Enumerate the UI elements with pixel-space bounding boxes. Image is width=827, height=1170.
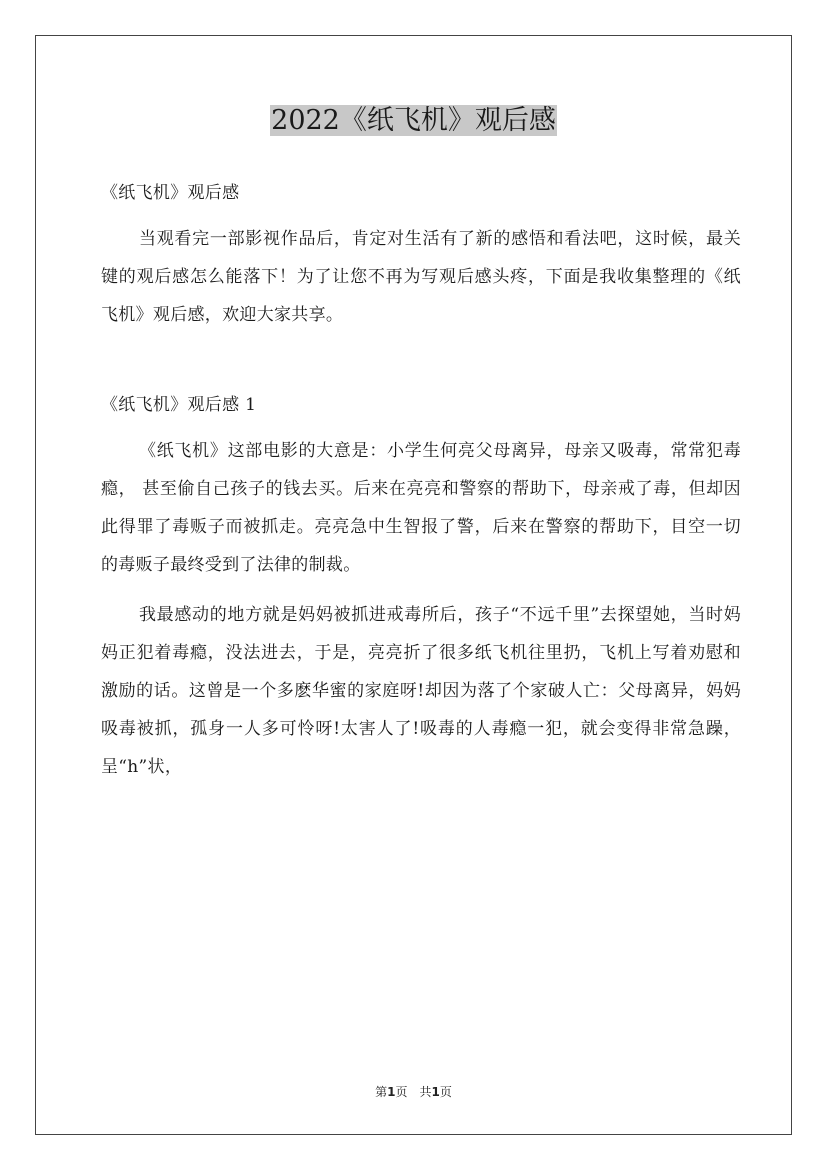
section-heading: 《纸飞机》观后感 1 — [101, 395, 257, 415]
footer-suffix: 页 — [439, 1085, 452, 1099]
document-title — [0, 101, 827, 141]
footer-page-current: 1 — [387, 1085, 396, 1099]
footer-prefix: 第 — [375, 1085, 388, 1099]
section-paragraph-2: 我最感动的地方就是妈妈被抓进戒毒所后，孩子“不远千里”去探望她，当时妈妈正犯着毒瘾，没法进去，于是，亮亮折了很多纸飞机往里扔，飞机上写着劝慰和激励的话。这曾是一个多麽华蜜的家庭呀!却因为落了个家破人亡：父母离异，妈妈吸毒被抓，孤身一人多可怜呀!太害人了!吸毒的人毒瘾一犯，就会变得非常急躁，呈“h”状， — [101, 605, 741, 777]
document-subtitle: 《纸飞机》观后感 — [101, 183, 240, 203]
footer-page-total: 1 — [431, 1085, 440, 1099]
document-body — [101, 174, 741, 786]
section-paragraph-1: 《纸飞机》这部电影的大意是：小学生何亮父母离异，母亲又吸毒，常常犯毒瘾， 甚至偷自己孩子的钱去买。后来在亮亮和警察的帮助下，母亲戒了毒，但却因此得罪了毒贩子而被抓走。亮亮急中生智报了警，后来在警察的帮助下，目空一切的毒贩子最终受到了法律的制裁。 — [101, 441, 741, 575]
intro-paragraph: 当观看完一部影视作品后，肯定对生活有了新的感悟和看法吧，这时候，最关键的观后感怎么能落下！为了让您不再为写观后感头疼，下面是我收集整理的《纸飞机》观后感，欢迎大家共享。 — [101, 229, 741, 325]
footer-mid: 页 共 — [395, 1085, 432, 1099]
document-title-text: 2022《纸飞机》观后感 — [271, 105, 556, 136]
page-footer — [0, 1083, 827, 1100]
